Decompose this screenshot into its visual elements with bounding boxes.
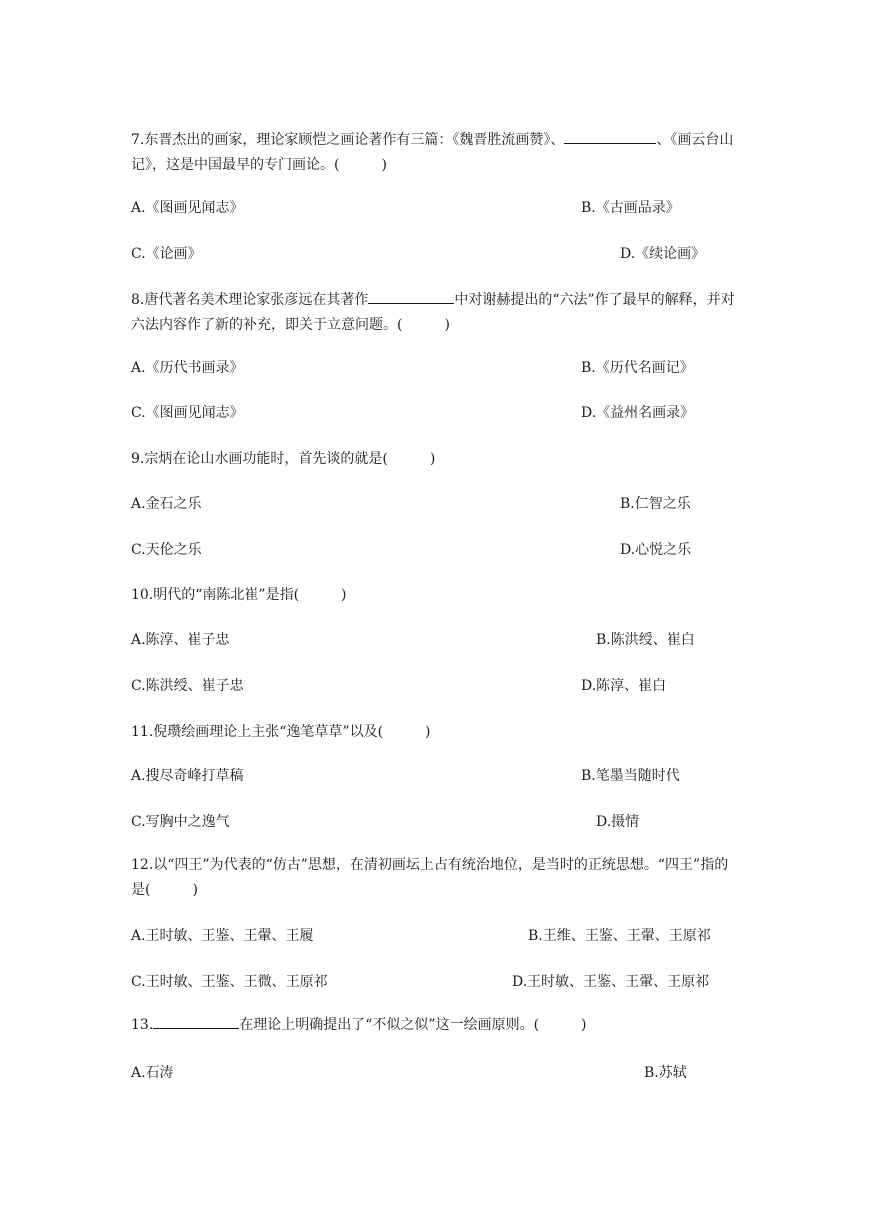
- question-7-option-a: A.《图画见闻志》: [131, 200, 244, 216]
- question-13-option-b: B.苏轼: [644, 1065, 687, 1081]
- question-9-stem: 9.宗炳在论山水画功能时，首先谈的就是( ): [131, 451, 436, 467]
- question-12-option-b: B.王维、王鉴、王翬、王原祁: [528, 928, 711, 944]
- question-10-option-b: B.陈洪绶、崔白: [596, 632, 695, 648]
- question-13-option-a: A.石涛: [131, 1065, 174, 1081]
- question-9-option-a: A.金石之乐: [131, 496, 202, 512]
- answer-blank: [153, 1014, 239, 1029]
- question-12-option-a: A.王时敏、王鉴、王翬、王履: [131, 928, 314, 944]
- question-10-option-c: C.陈洪绶、崔子忠: [131, 678, 244, 694]
- question-7-option-d: D.《续论画》: [620, 246, 706, 262]
- question-11-stem: 11.倪瓒绘画理论上主张“逸笔草草”以及( ): [131, 724, 431, 740]
- question-8-option-b: B.《历代名画记》: [581, 360, 694, 376]
- question-10-option-a: A.陈淳、崔子忠: [131, 632, 230, 648]
- question-11-option-d: D.摄情: [596, 814, 640, 830]
- question-8-option-a: A.《历代书画录》: [131, 360, 244, 376]
- question-8-stem: 8.唐代著名美术理论家张彦远在其著作 中对谢赫提出的“六法”作了最早的解释，并对六法内容作了新的补充，即关于立意问题。( ): [131, 288, 741, 338]
- question-12-option-c: C.王时敏、王鉴、王微、王原祁: [131, 974, 328, 990]
- question-7-option-b: B.《古画品录》: [581, 200, 680, 216]
- question-11-option-b: B.笔墨当随时代: [581, 768, 680, 784]
- question-7-option-c: C.《论画》: [131, 246, 202, 262]
- question-11-option-a: A.搜尽奇峰打草稿: [131, 768, 244, 784]
- question-9-option-d: D.心悦之乐: [620, 542, 692, 558]
- question-9-option-b: B.仁智之乐: [620, 496, 691, 512]
- answer-blank: [564, 129, 656, 144]
- answer-blank: [368, 289, 454, 304]
- question-10-stem: 10.明代的“南陈北崔”是指( ): [131, 587, 347, 603]
- question-9-option-c: C.天伦之乐: [131, 542, 202, 558]
- question-7-stem: 7.东晋杰出的画家，理论家顾恺之画论著作有三篇：《魏晋胜流画赞》、 、《画云台山记》，这是中国最早的专门画论。( ): [131, 128, 741, 178]
- question-11-option-c: C.写胸中之逸气: [131, 814, 230, 830]
- question-13-stem: 13. 在理论上明确提出了“不似之似”这一绘画原则。( ): [131, 1013, 741, 1038]
- question-8-option-d: D.《益州名画录》: [581, 405, 695, 421]
- question-8-option-c: C.《图画见闻志》: [131, 405, 244, 421]
- question-12-option-d: D.王时敏、王鉴、王翬、王原祁: [512, 974, 710, 990]
- question-12-stem: 12.以“四王”为代表的“仿古”思想，在清初画坛上占有统治地位，是当时的正统思想。“四王”指的是( ): [131, 857, 729, 898]
- question-10-option-d: D.陈淳、崔白: [581, 678, 667, 694]
